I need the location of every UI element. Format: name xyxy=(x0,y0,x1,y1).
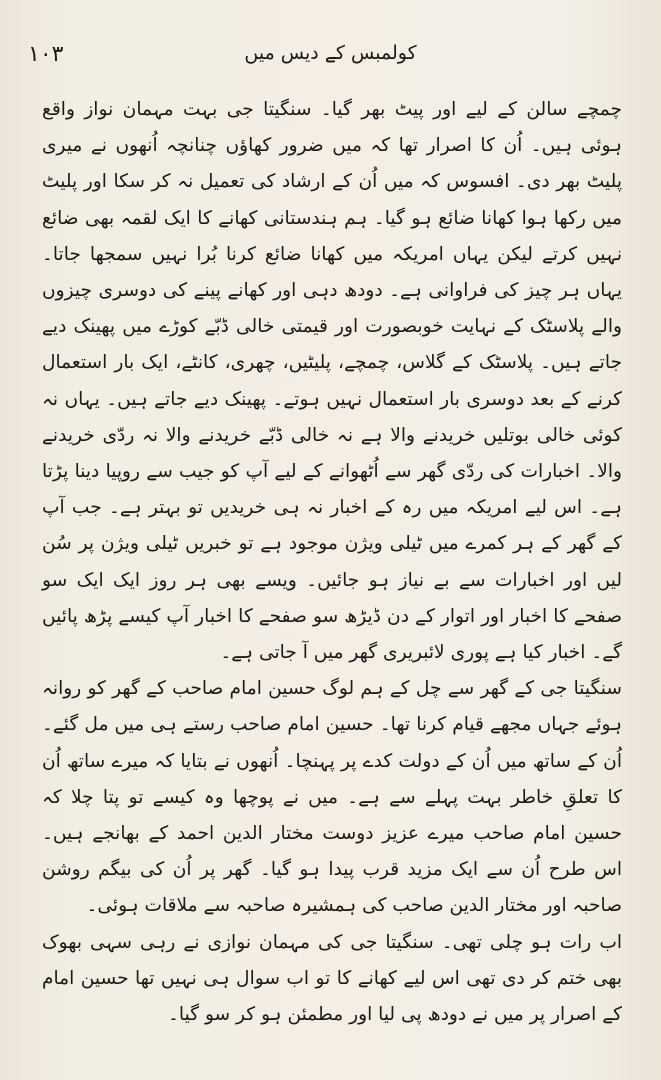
paragraph: اب رات ہو چلی تھی۔ سنگیتا جی کی مہمان نوازی نے رہی سہی بھوک بھی ختم کر دی تھی اس لیے کھانے کا تو اب سوال ہی نہیں تھا حسین امام کے اصرار پر میں نے دودھ پی لیا اور مطمئن ہو کر سو گیا۔ xyxy=(42,931,622,1026)
body-text xyxy=(42,92,622,1033)
paragraph: سنگیتا جی کے گھر سے چل کے ہم لوگ حسین امام صاحب کے گھر کو روانہ ہوئے جہاں مجھے قیام کرنا تھا۔ حسین امام صاحب رستے ہی میں مل گئے۔ اُن کے ساتھ میں اُن کے دولت کدے پر پہنچا۔ اُنھوں نے بتایا کہ میرے ساتھ اُن کا تعلقِ خاطر بہت پہلے سے ہے۔ میں نے پوچھا وہ کیسے تو پتا چلا کہ حسین امام صاحب میرے عزیز دوست مختار الدین احمد کے بھانجے ہیں۔ اس طرح اُن سے ایک مزید قرب پیدا ہو گیا۔ گھر پر اُن کی بیگم روشن صاحبہ اور مختار الدین صاحب کی ہمشیرہ صاحبہ سے ملاقات ہوئی۔ xyxy=(42,678,622,917)
paragraph: چمچے سالن کے لیے اور پیٹ بھر گیا۔ سنگیتا جی بہت مہمان نواز واقع ہوئی ہیں۔ اُن کا اصرار تھا کہ میں ضرور کھاؤں چنانچہ اُنھوں نے میری پلیٹ بھر دی۔ افسوس کہ میں اُن کے ارشاد کی تعمیل نہ کر سکا اور پلیٹ میں رکھا ہوا کھانا ضائع ہو گیا۔ ہم ہندستانی کھانے کا ایک لقمہ بھی ضائع نہیں کرتے لیکن یہاں امریکہ میں کھانا ضائع کرنا بُرا نہیں سمجھا جاتا۔ یہاں ہر چیز کی فراوانی ہے۔ دودھ دہی اور کھانے پینے کی دوسری چیزوں والے پلاسٹک کے نہایت خوبصورت اور قیمتی خالی ڈبّے کوڑے میں پھینک دیے جاتے ہیں۔ پلاسٹک کے گلاس، چمچے، پلیٹیں، چھری، کانٹے، ایک بار استعمال کرنے کے بعد دوسری بار استعمال نہیں ہوتے۔ پھینک دیے جاتے ہیں۔ یہاں نہ کوئی خالی بوتلیں خریدنے والا ہے نہ خالی ڈبّے خریدنے والا نہ ردّی خریدنے والا۔ اخبارات کی ردّی گھر سے اُٹھوانے کے لیے آپ کو جیب سے روپیا دینا پڑتا ہے۔ اس لیے امریکہ میں رہ کے اخبار نہ ہی خریدیں تو بہتر ہے۔ جب آپ کے گھر کے ہر کمرے میں ٹیلی ویژن موجود ہے تو خبریں ٹیلی ویژن پر سُن لیں اور اخبارات سے بے نیاز ہو جائیں۔ ویسے بھی ہر روز ایک ایک سو صفحے کا اخبار اور اتوار کے دن ڈیڑھ سو صفحے کا اخبار آپ کیسے پڑھ پائیں گے۔ اخبار کیا ہے پوری لائبریری گھر میں آ جاتی ہے۔ xyxy=(42,99,622,664)
page-number: ۱۰۳ xyxy=(28,42,64,67)
running-head: کولمبس کے دیس میں xyxy=(244,42,417,64)
